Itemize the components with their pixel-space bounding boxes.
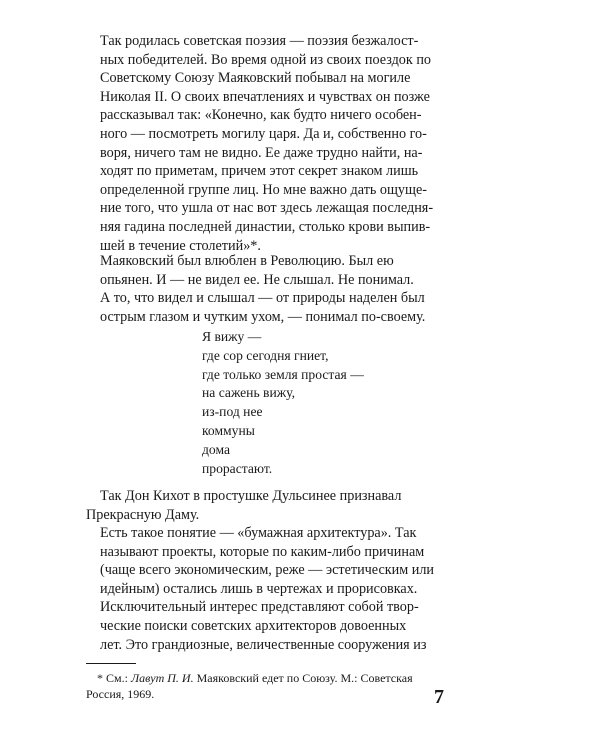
paragraph-1 [86, 32, 442, 255]
poem-line: где только земля простая — [202, 366, 364, 382]
text-line: ческие поиски советских архитекторов довоенных [100, 617, 407, 634]
text-line: воря, ничего там не видно. Ее даже трудно найти, на- [100, 144, 423, 161]
text-line: Есть такое понятие — «бумажная архитектура». Так [100, 525, 417, 541]
text-line: Николая II. О своих впечатлениях и чувствах он позже [100, 88, 430, 105]
paragraph-4 [86, 524, 442, 654]
text-line: называют проекты, которые по каким-либо причинам [100, 543, 425, 560]
text-line: Так родилась советская поэзия — поэзия безжалост- [100, 33, 419, 49]
poem-line: из-под нее [202, 404, 263, 420]
text-line: ного — посмотреть могилу царя. Да и, собственно го- [100, 125, 427, 142]
poem-quote [202, 328, 364, 478]
text-line: опьянен. И — не видел ее. Не слышал. Не понимал. [100, 271, 414, 288]
text-line: Советскому Союзу Маяковский побывал на могиле [100, 70, 411, 87]
text-line: ходят по приметам, причем этот секрет знаком лишь [100, 163, 419, 180]
poem-line: на сажень вижу, [202, 385, 295, 401]
text-line: ние того, что ушла от нас вот здесь лежащая последня- [100, 200, 434, 217]
footnote-title: Маяковский едет по Союзу. М.: Советская [196, 671, 413, 685]
text-line: Так Дон Кихот в простушке Дульсинее признавал [100, 488, 402, 504]
text-line: (чаще всего экономическим, реже — эстетическим или [100, 562, 435, 579]
text-line: идейным) остались лишь в чертежах и прорисовках. [100, 580, 418, 597]
footnote-marker: * [97, 671, 103, 685]
page-number: 7 [434, 686, 444, 708]
footnote-prefix: См.: [106, 671, 128, 685]
text-line: лет. Это грандиозные, величественные сооружения из [100, 636, 427, 653]
text-line: ных победителей. Во время одной из своих поездок по [100, 51, 432, 68]
text-line: няя гадина последней династии, столько крови выпив- [100, 218, 431, 235]
text-line: Прекрасную Даму. [86, 506, 200, 523]
paragraph-3 [86, 487, 442, 524]
footnote-line-2: Россия, 1969. [86, 686, 155, 701]
poem-line: где сор сегодня гниет, [202, 347, 329, 363]
paragraph-2 [86, 252, 442, 326]
footnote-line-1 [86, 671, 413, 687]
text-line: шей в течение столетий»*. [100, 237, 261, 254]
poem-line: дома [202, 441, 230, 457]
text-line: Исключительный интерес представляют собой твор- [100, 599, 419, 616]
text-line: Маяковский был влюблен в Революцию. Был ею [100, 253, 394, 269]
footnote [86, 671, 413, 702]
poem-line: Я вижу — [202, 329, 262, 344]
footnote-author: Лавут П. И. [130, 671, 194, 685]
footnote-divider [86, 663, 136, 664]
text-line: рассказывал так: «Конечно, как будто ничего особен- [100, 107, 422, 124]
poem-line: прорастают. [202, 460, 273, 476]
text-line: А то, что видел и слышал — от природы наделен был [100, 290, 425, 307]
poem-line: коммуны [202, 422, 255, 438]
text-line: определенной группе лиц. Но мне важно дать ощуще- [100, 181, 427, 198]
text-line: острым глазом и чутким ухом, — понимал по-своему. [100, 308, 426, 325]
